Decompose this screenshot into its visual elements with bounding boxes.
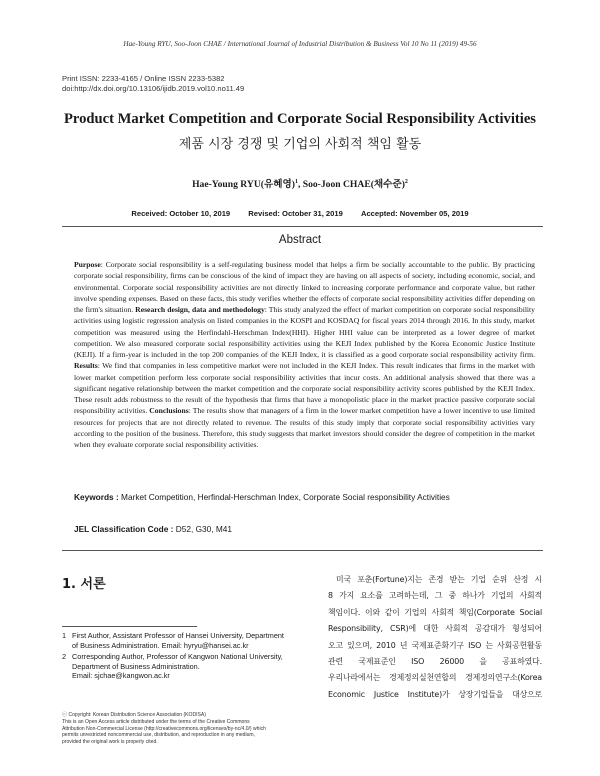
copyright-line-2: This is an Open Access article distributed under the terms of the Creative Commons xyxy=(62,718,250,725)
author-2-affiliation-mark: 2 xyxy=(404,178,408,185)
title-korean: 제품 시장 경쟁 및 기업의 사회적 책임 활동 xyxy=(178,137,422,152)
purpose-label: Purpose xyxy=(74,260,101,269)
accepted-date: Accepted: November 05, 2019 xyxy=(360,209,469,218)
footnote-2 xyxy=(62,652,312,681)
intro-line: 관련 국제표준인 ISO 26000 을 공표하였다. xyxy=(328,657,542,667)
keywords-line xyxy=(74,492,544,502)
abstract-body xyxy=(74,259,535,450)
results-text: : We find that companies in less competitive market were not included in the KEJI Index. This result indicates that firms in the market with lower market competition perform less corporate social responsibility activities that incur costs. An additional analysis showed that there was a significant negative relationship between the market competition and the corporate social responsibility activity scores published by the KEJI Index. These result adds robustness to the result of the hypothesis that firms that have a monopolistic place in the market practice passive corporate social responsibility activities. xyxy=(74,361,535,416)
intro-line: 오고 있으며, 2010 년 국제표준화기구 ISO 는 사회공헌활동 xyxy=(328,640,542,650)
article-dates xyxy=(0,209,600,218)
footnote-1-number: 1 xyxy=(62,631,67,640)
footnote-2-line-1: Corresponding Author, Professor of Kangwon National University, xyxy=(72,652,283,661)
author-2: Soo-Joon CHAE(채수준) xyxy=(302,179,405,190)
footnote-1-line-2: of Business Administration. Email: hyryu@hansei.ac.kr xyxy=(72,640,249,650)
revised-date: Revised: October 31, 2019 xyxy=(248,209,343,218)
doi-line: doi:http://dx.doi.org/10.13106/ijidb.2019.vol10.no11.49 xyxy=(62,84,245,93)
results-label: Results xyxy=(74,361,98,371)
abstract-heading: Abstract xyxy=(278,234,322,246)
introduction-body xyxy=(328,572,542,703)
intro-line: 책임이다. 이와 같이 기업의 사회적 책임(Corporate Social xyxy=(328,607,542,617)
footnote-rule xyxy=(62,626,197,627)
keywords-text: Market Competition, Herfindal-Herschman Index, Corporate Social responsibility Activities xyxy=(121,492,450,502)
jel-line xyxy=(74,524,544,534)
author-1-affiliation-mark: 1 xyxy=(294,178,298,185)
copyright-notice xyxy=(62,712,312,746)
conclusions-label: Conclusions xyxy=(149,406,189,416)
received-date: Received: October 10, 2019 xyxy=(131,209,231,218)
footnote-2-line-3: Email: sjchae@kangwon.ac.kr xyxy=(72,671,170,681)
footnote-1 xyxy=(62,631,312,650)
abstract-top-rule xyxy=(62,226,543,227)
jel-codes: D52, G30, M41 xyxy=(175,524,233,534)
footnote-2-line-2: Department of Business Administration. xyxy=(72,661,200,671)
footnote-1-line-1: First Author, Assistant Professor of Hansei University, Department xyxy=(72,631,284,640)
jel-label: JEL Classification Code : xyxy=(74,524,176,534)
running-head: Hae-Young RYU, Soo-Joon CHAE / International Journal of Industrial Distribution & Business Vol 10 No 11 (2019) 49-56 xyxy=(123,40,477,48)
keywords-label: Keywords : xyxy=(74,492,122,502)
abstract-bottom-rule xyxy=(62,550,543,551)
footnote-2-number: 2 xyxy=(62,652,67,661)
intro-line: 우리나라에서는 경제정의실천연합의 경제정의연구소(Korea xyxy=(328,673,542,683)
title-english: Product Market Competition and Corporate Social Responsibility Activities xyxy=(64,111,536,127)
copyright-line-5: provided the original work is properly cited. xyxy=(62,739,158,746)
method-label: Research design, data and methodology xyxy=(135,305,265,314)
author-separator: , xyxy=(297,179,303,190)
author-1: Hae-Young RYU(유혜영) xyxy=(192,179,295,190)
method-text: : This study analyzed the effect of market competition on corporate social responsibility activities using logistic regression analysis on listed companies in the KOSPI and KOSDAQ for fiscal years 2014 through 2016. In this study, market competition was measured using the Herfindahl-Herschman Index(HHI). Higher HHI value can be interpreted as a lower degree of market competition. We also measured corporate social responsibility activities using the KEJI Index published by the Korea Economic Justice Institute (KEJI). If a firm-year is included in the top 200 companies of the KEJI Index, it is classified as a good corporate social responsibility activity firm. xyxy=(74,305,536,359)
intro-line: Economic Justice Institute)가 상장기업들을 대상으로 xyxy=(328,689,542,699)
issn-line: Print ISSN: 2233-4165 / Online ISSN 2233-5382 xyxy=(62,74,225,83)
intro-line: 8 가지 요소를 고려하는데, 그 중 하나가 기업의 사회적 xyxy=(328,591,542,601)
purpose-text: : Corporate social responsibility is a self-regulating business model that helps a firm be socially accountable to the public. By practicing corporate social responsibility, firms can be conscious of the kind of impact they are having on all aspects of society, including economic, social, and environmental. Corporate social responsibility activities are not directly linked to increasing corporate performance and corporate value, but rather involve spending expenses. Based on these facts, this study verifies whether the effects of corporate social responsibility activities differ depending on the firm's situation. xyxy=(74,260,535,314)
copyright-line-4: permits unrestricted noncommercial use, distribution, and reproduction in any medium, xyxy=(62,732,255,739)
author-line xyxy=(0,176,600,190)
conclusions-text: : The results show that managers of a firm in the lower market competition have a lower incentive to use limited resources for projects that are not directly related to revenue. The results of this study imply that corporate social responsibility activities vary according to the position of the business. Therefore, this study suggests that market investors should consider the degree of competition in the market when they evaluate corporate social responsibility activities. xyxy=(74,406,535,449)
copyright-line-3: Attribution Non-Commercial License (http://creativecommons.org/licenses/by-nc/4.0/) which xyxy=(62,725,266,732)
section-heading: 1. 서론 xyxy=(62,577,106,592)
copyright-line-1: ⓒ Copyright: Korean Distribution Science Association (KODISA) xyxy=(62,712,206,718)
intro-line: 미국 포춘(Fortune)지는 존경 받는 기업 순위 산정 시 xyxy=(336,575,542,584)
intro-line: Responsibility, CSR)에 대한 사회적 공감대가 형성되어 xyxy=(328,624,542,634)
